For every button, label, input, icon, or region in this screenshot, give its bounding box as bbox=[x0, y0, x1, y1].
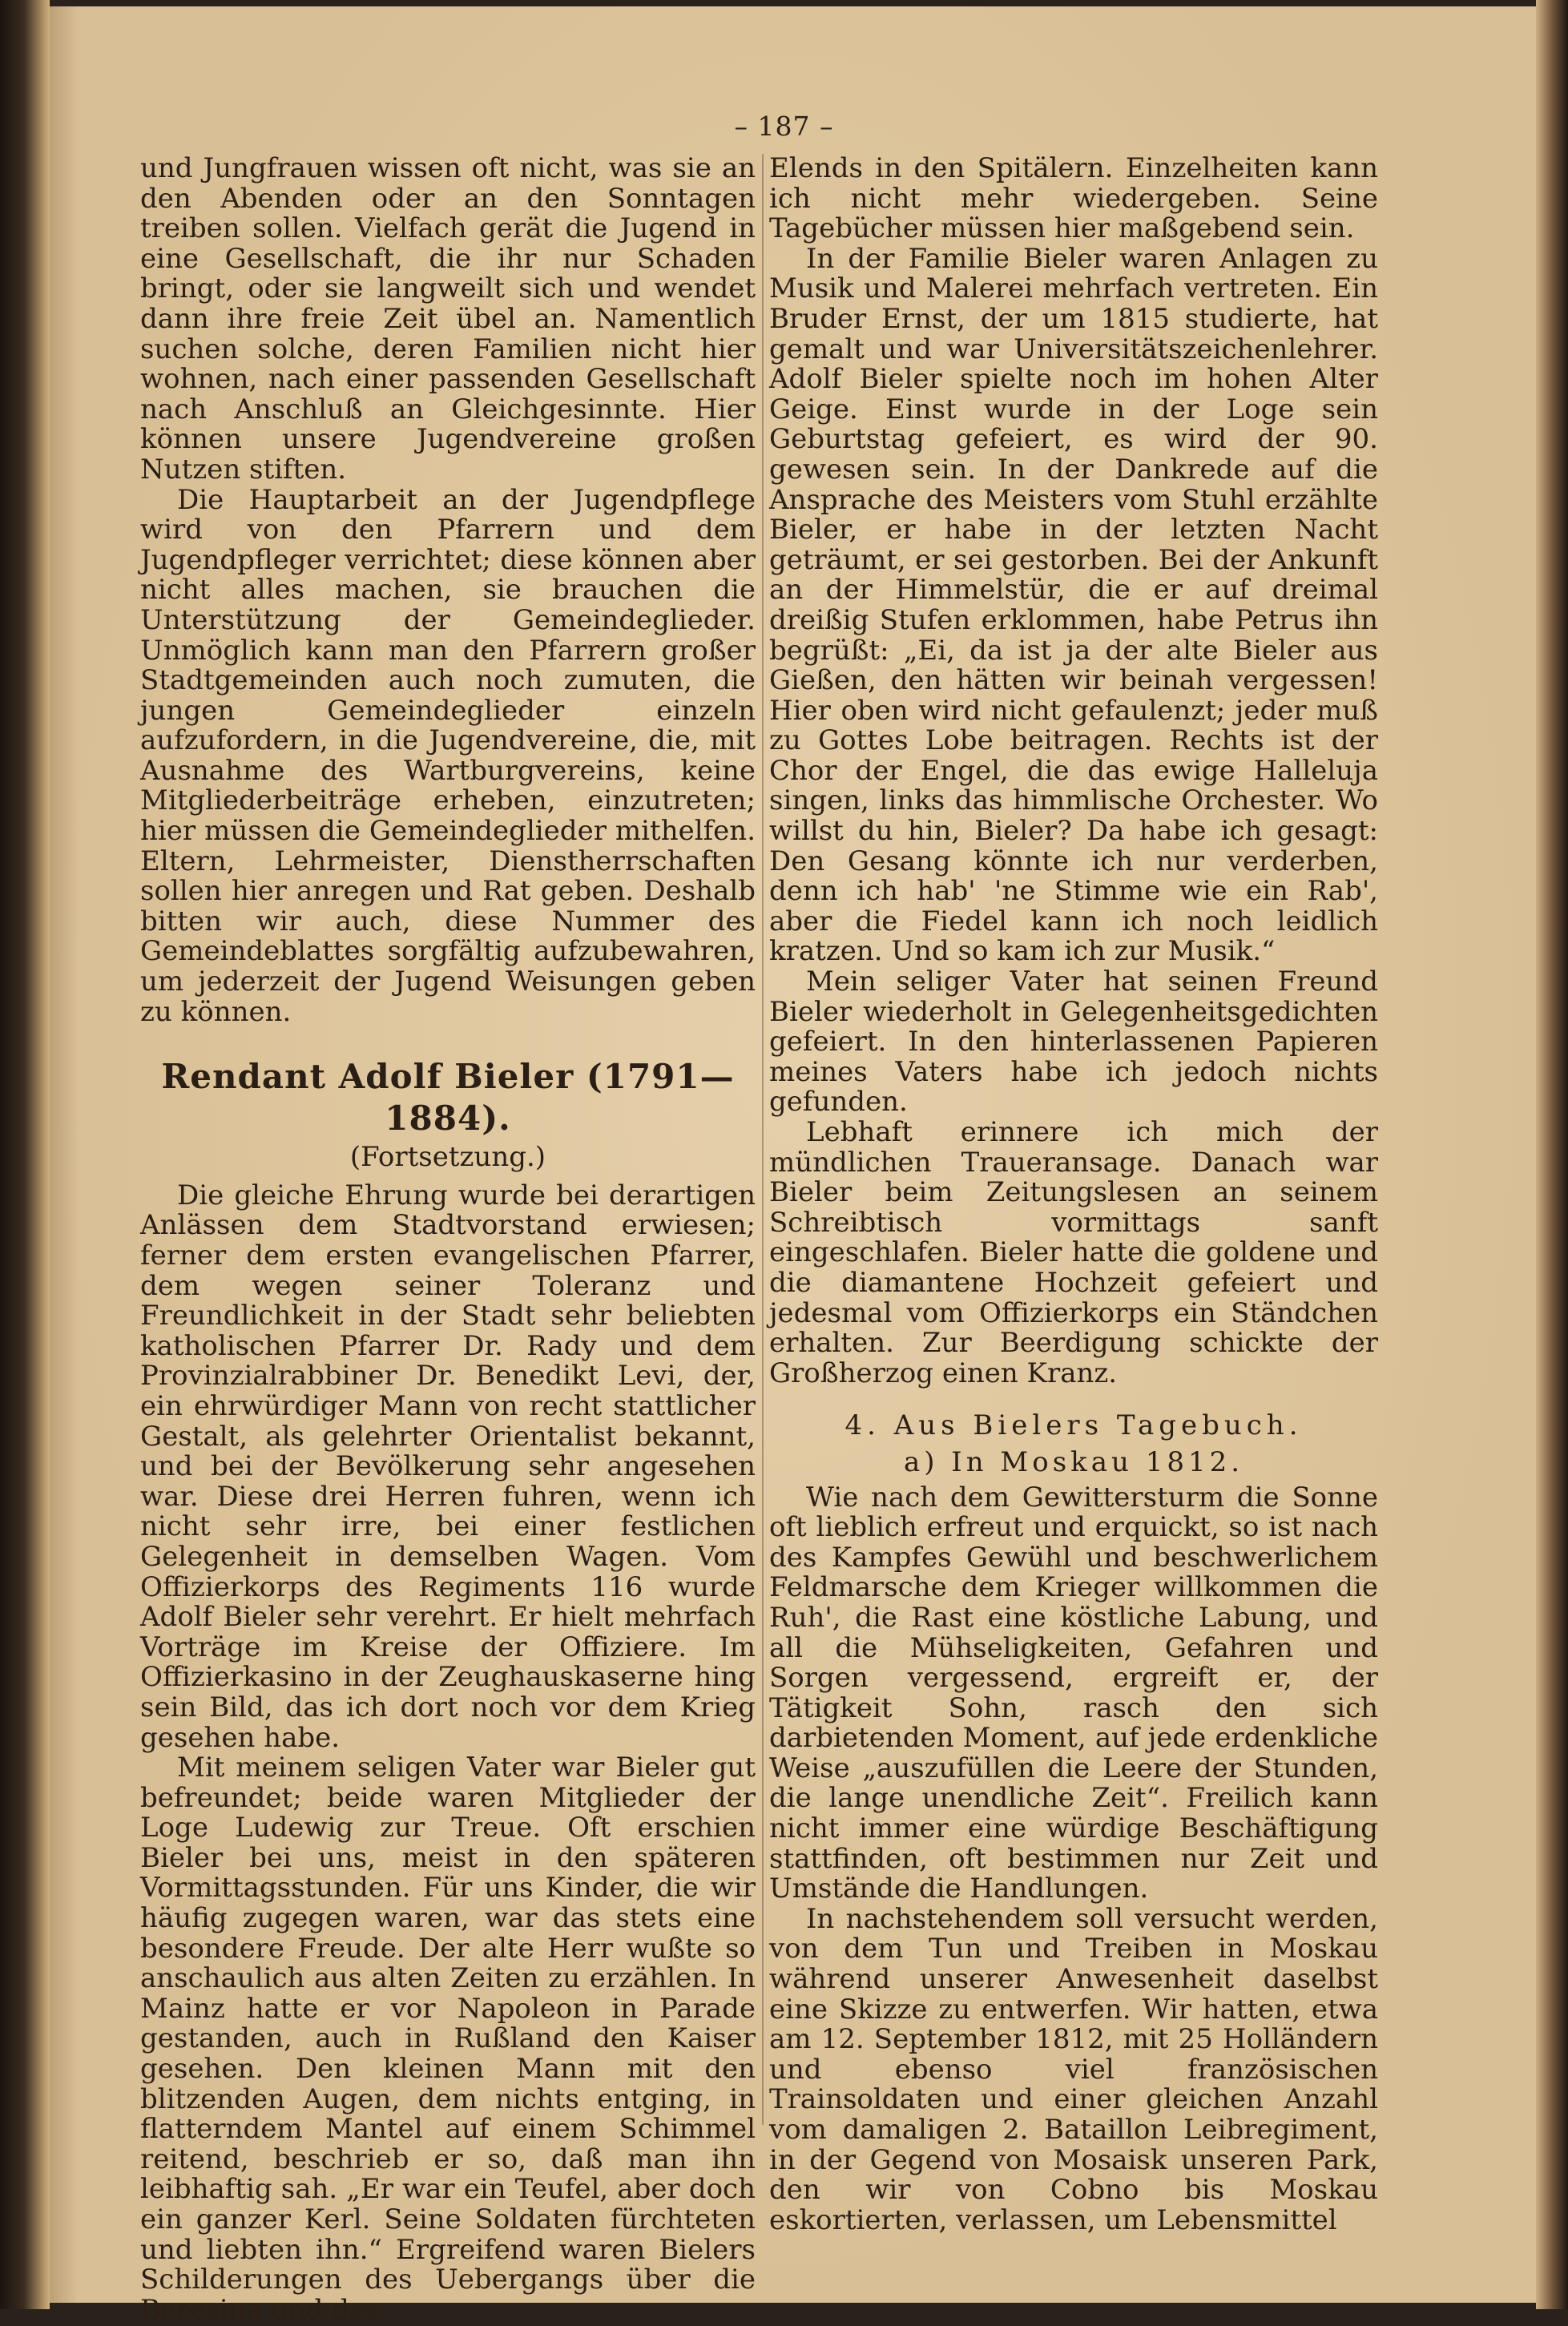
article-title: Rendant Adolf Bieler (1791—1884). bbox=[161, 1057, 735, 1139]
paragraph: In nachstehendem soll versucht werden, von dem Tun und Treiben in Moskau während unserer Anwesenheit daselbst eine Skizze zu entwerfen. Wir hatten, etwa am 12. September 1812, mit 25 Holländern und ebenso viel französischen Trainsoldaten und einer gleichen Anzahl vom damaligen 2. Bataillon Leibregiment, in der Gegend von Mosaisk unseren Park, den wir von Cobno bis Moskau eskortierten, verlassen, um Lebensmittel bbox=[769, 1902, 1378, 2236]
page-number: – 187 – bbox=[734, 111, 834, 142]
paragraph: Mit meinem seligen Vater war Bieler gut befreundet; beide waren Mitglieder der Loge Ludewig zur Treue. Oft erschien Bieler bei uns, meist in den späteren Vormittagsstunden. Für uns Kinder, die wir häufig zugegen waren, war das stets eine besondere Freude. Der alte Herr wußte so anschaulich aus alten Zeiten zu erzählen. In Mainz hatte er vor Napoleon in Parade gestanden, auch in Rußland den Kaiser gesehen. Den kleinen Mann mit den blitzenden Augen, dem nichts entging, in flatterndem Mantel auf einem Schimmel reitend, beschrieb er so, daß man ihn leibhaftig sah. „Er war ein Teufel, aber doch ein ganzer Kerl. Seine Soldaten fürchteten und liebten ihn.“ Ergreifend waren Bielers Schilderungen des Uebergangs über die Beresina und des bbox=[140, 1752, 756, 2326]
paragraph: Mein seliger Vater hat seinen Freund Bieler wiederholt in Gelegenheitsgedichten gefeiert. In den hinterlassenen Papieren meines Vaters habe ich jedoch nichts gefunden. bbox=[769, 965, 1378, 1119]
article-subtitle: (Fortsetzung.) bbox=[349, 1141, 546, 1174]
subsection-heading: a) In Moskau 1812. bbox=[903, 1445, 1244, 1478]
paragraph: Wie nach dem Gewittersturm die Sonne oft lieblich erfreut und erquickt, so ist nach des Kampfes Gewühl und beschwerlichem Feldmarsche dem Krieger willkommen die Ruh', die Rast eine köstliche Labung, und all die Mühseligkeiten, Gefahren und Sorgen vergessend, ergreift er, der Tätigkeit Sohn, rasch den sich darbietenden Moment, auf jede erdenkliche Weise „auszufüllen die Leere der Stunden, die lange unendliche Zeit“. Freilich kann nicht immer eine würdige Beschäftigung stattfinden, oft bestimmen nur Zeit und Umstände die Handlungen. bbox=[769, 1481, 1378, 1905]
right-column bbox=[769, 154, 1378, 2235]
paragraph: Lebhaft erinnere ich mich der mündlichen Traueransage. Danach war Bieler beim Zeitungslesen an seinem Schreibtisch vormittags sanft eingeschlafen. Bieler hatte die goldene und die diamantene Hochzeit gefeiert und jedesmal vom Offizierkorps ein Ständchen erhalten. Zur Beerdigung schickte der Großherzog einen Kranz. bbox=[769, 1116, 1378, 1389]
paragraph: Elends in den Spitälern. Einzelheiten kann ich nicht mehr wiedergeben. Seine Tagebücher müssen hier maßgebend sein. bbox=[769, 152, 1378, 245]
paragraph: Die gleiche Ehrung wurde bei derartigen Anlässen dem Stadtvorstand erwiesen; ferner dem ersten evangelischen Pfarrer, dem wegen seiner Toleranz und Freundlichkeit in der Stadt sehr beliebten katholischen Pfarrer Dr. Rady und dem Provinzialrabbiner Dr. Benedikt Levi, der, ein ehrwürdiger Mann von recht stattlicher Gestalt, als gelehrter Orientalist bekannt, und bei der Bevölkerung sehr angesehen war. Diese drei Herren fuhren, wenn ich nicht sehr irre, bei einer festlichen Gelegenheit in demselben Wagen. Vom Offizierkorps des Regiments 116 wurde Adolf Bieler sehr verehrt. Er hielt mehrfach Vorträge im Kreise der Offiziere. Im Offizierkasino in der Zeughauskaserne hing sein Bild, das ich dort noch vor dem Krieg gesehen habe. bbox=[140, 1179, 756, 1754]
column-divider bbox=[762, 154, 764, 2125]
page-gutter bbox=[0, 0, 50, 2309]
left-column bbox=[140, 154, 756, 2325]
paragraph: und Jungfrauen wissen oft nicht, was sie an den Abenden oder an den Sonntagen treiben sollen. Vielfach gerät die Jugend in eine Gesellschaft, die ihr nur Schaden bringt, oder sie langweilt sich und wendet dann ihre freie Zeit übel an. Namentlich suchen solche, deren Familien nicht hier wohnen, nach einer passenden Gesellschaft nach Anschluß an Gleichgesinnte. Hier können unsere Jugendvereine großen Nutzen stiften. bbox=[140, 152, 756, 486]
page-edge bbox=[1536, 0, 1568, 2309]
section-heading: 4. Aus Bielers Tagebuch. bbox=[844, 1409, 1303, 1442]
paragraph: Die Hauptarbeit an der Jugendpflege wird von den Pfarrern und dem Jugendpfleger verrichtet; diese können aber nicht alles machen, sie brauchen die Unterstützung der Gemeindeglieder. Unmöglich kann man den Pfarrern großer Stadtgemeinden auch noch zumuten, die jungen Gemeindeglieder einzeln aufzufordern, in die Jugendvereine, die, mit Ausnahme des Wartburgvereins, keine Mitgliederbeiträge erheben, einzutreten; hier müssen die Gemeindeglieder mithelfen. Eltern, Lehrmeister, Dienstherrschaften sollen hier anregen und Rat geben. Deshalb bitten wir auch, diese Nummer des Gemeindeblattes sorgfältig aufzubewahren, um jederzeit der Jugend Weisungen geben zu können. bbox=[140, 483, 756, 1028]
paragraph: In der Familie Bieler waren Anlagen zu Musik und Malerei mehrfach vertreten. Ein Bruder Ernst, der um 1815 studierte, hat gemalt und war Universitätszeichenlehrer. Adolf Bieler spielte noch im hohen Alter Geige. Einst wurde in der Loge sein Geburtstag gefeiert, es wird der 90. gewesen sein. In der Dankrede auf die Ansprache des Meisters vom Stuhl erzählte Bieler, er habe in der letzten Nacht geträumt, er sei gestorben. Bei der Ankunft an der Himmelstür, die er auf dreimal dreißig Stufen erklommen, habe Petrus ihn begrüßt: „Ei, da ist ja der alte Bieler aus Gießen, den hätten wir beinah vergessen! Hier oben wird nicht gefaulenzt; jeder muß zu Gottes Lobe beitragen. Rechts ist der Chor der Engel, die das ewige Halleluja singen, links das himmlische Orchester. Wo willst du hin, Bieler? Da habe ich gesagt: Den Gesang könnte ich nur verderben, denn ich hab' 'ne Stimme wie ein Rab', aber die Fiedel kann ich noch leidlich kratzen. Und so kam ich zur Musik.“ bbox=[769, 242, 1378, 968]
